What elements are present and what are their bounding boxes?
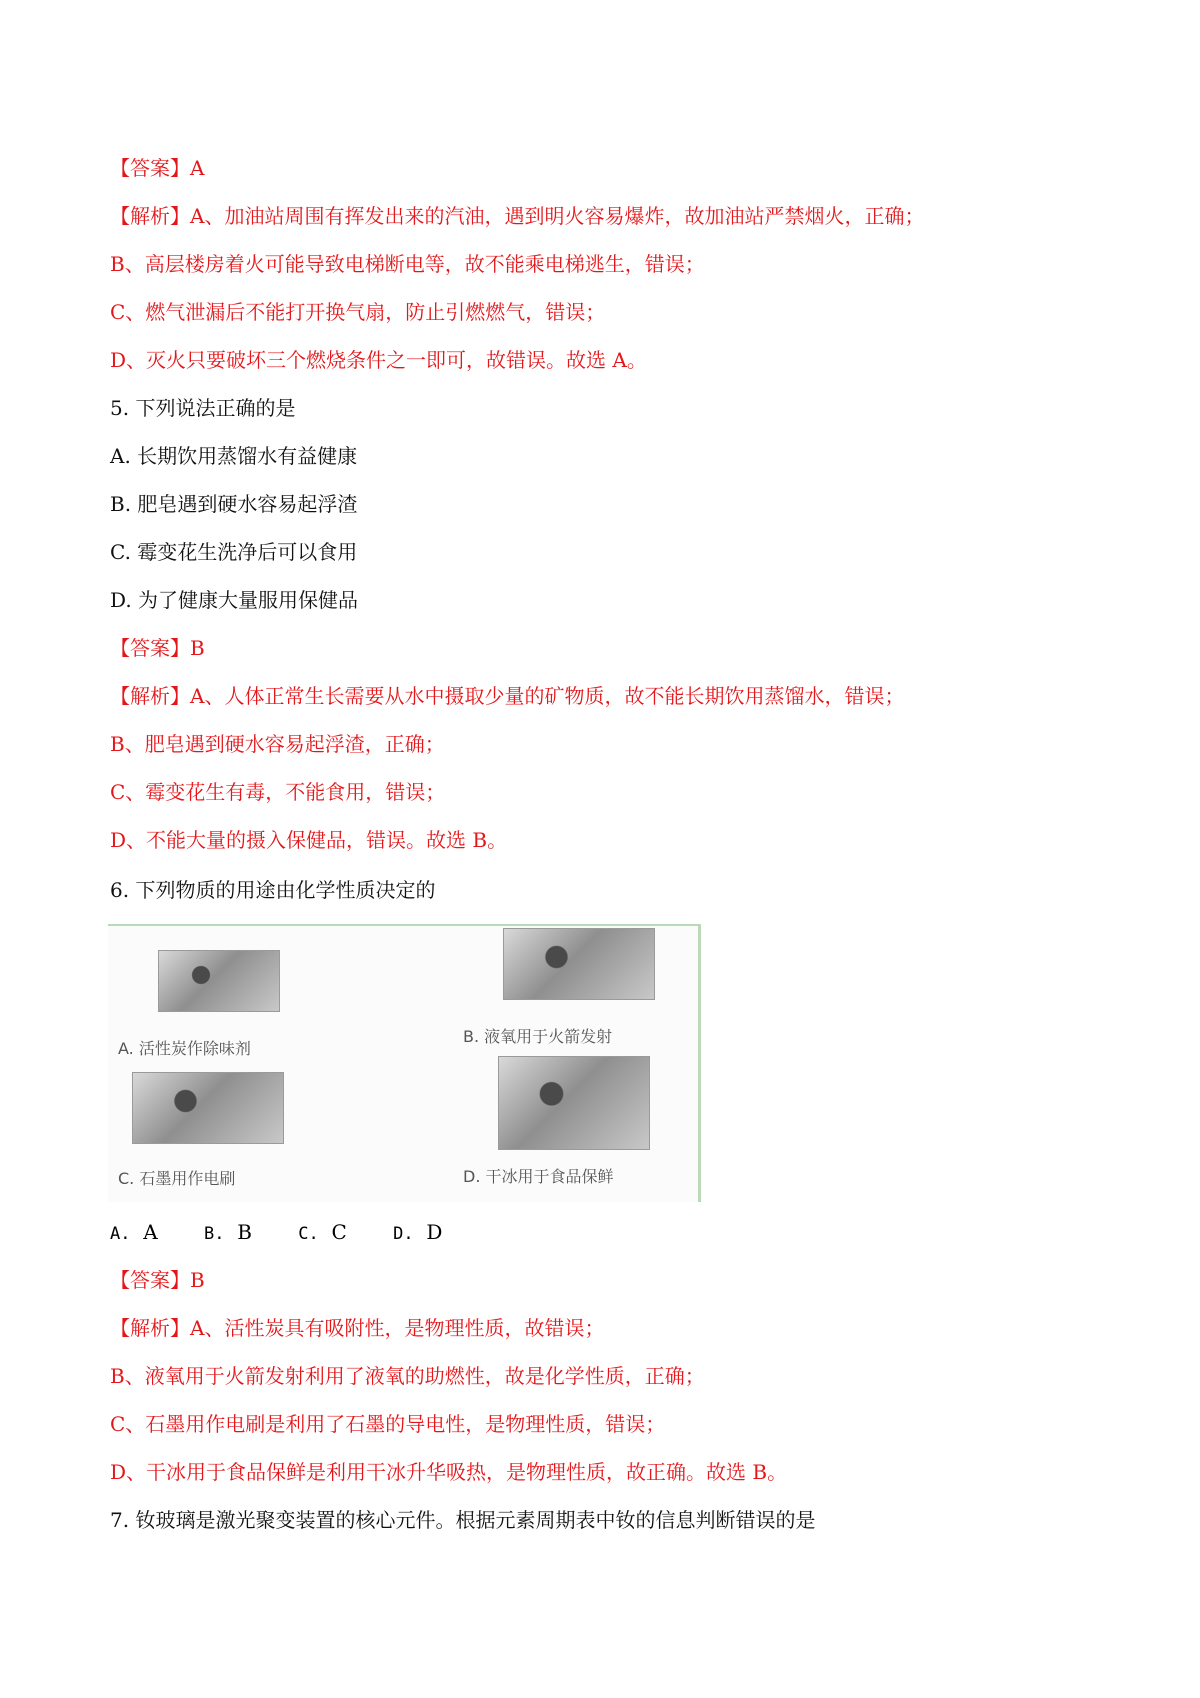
- answer-5: 【答案】B: [110, 636, 205, 660]
- question-5-option-d: D. 为了健康大量服用保健品: [110, 588, 359, 612]
- analysis-6-b: B、液氧用于火箭发射利用了液氧的助燃性，故是化学性质，正确；: [110, 1364, 705, 1388]
- question-7: 7. 钕玻璃是激光聚变装置的核心元件。根据元素周期表中钕的信息判断错误的是: [110, 1508, 816, 1532]
- caption-d: D. 干冰用于食品保鲜: [463, 1167, 614, 1186]
- question-6: 6. 下列物质的用途由化学性质决定的: [110, 878, 436, 902]
- question-6-options: [110, 1218, 482, 1248]
- caption-a: A. 活性炭作除味剂: [118, 1039, 251, 1058]
- analysis-4-c: C、燃气泄漏后不能打开换气扇，防止引燃燃气，错误；: [110, 300, 606, 324]
- analysis-4-d: D、灭火只要破坏三个燃烧条件之一即可，故错误。故选 A。: [110, 348, 647, 372]
- question-6-figure: [108, 924, 701, 1202]
- analysis-6-d: D、干冰用于食品保鲜是利用干冰升华吸热，是物理性质，故正确。故选 B。: [110, 1460, 788, 1484]
- answer-6: 【答案】B: [110, 1268, 205, 1292]
- option-a: A. A: [110, 1220, 158, 1244]
- analysis-4-a: 【解析】A、加油站周围有挥发出来的汽油，遇到明火容易爆炸，故加油站严禁烟火，正确；: [110, 204, 925, 228]
- activated-carbon-photo: [158, 950, 280, 1012]
- dry-ice-photo: [498, 1056, 650, 1150]
- analysis-5-b: B、肥皂遇到硬水容易起浮渣，正确；: [110, 732, 445, 756]
- analysis-6-a: 【解析】A、活性炭具有吸附性，是物理性质，故错误；: [110, 1316, 605, 1340]
- caption-b: B. 液氧用于火箭发射: [463, 1027, 613, 1046]
- question-5-option-b: B. 肥皂遇到硬水容易起浮渣: [110, 492, 358, 516]
- analysis-6-c: C、石墨用作电刷是利用了石墨的导电性，是物理性质，错误；: [110, 1412, 666, 1436]
- option-c: C. C: [298, 1220, 347, 1244]
- question-5-option-a: A. 长期饮用蒸馏水有益健康: [110, 444, 358, 468]
- caption-c: C. 石墨用作电刷: [118, 1169, 236, 1188]
- analysis-5-a: 【解析】A、人体正常生长需要从水中摄取少量的矿物质，故不能长期饮用蒸馏水，错误；: [110, 684, 905, 708]
- option-b: B. B: [204, 1220, 252, 1244]
- graphite-brush-photo: [132, 1072, 284, 1144]
- option-d: D. D: [393, 1220, 443, 1244]
- question-5: 5. 下列说法正确的是: [110, 396, 296, 420]
- question-5-option-c: C. 霉变花生洗净后可以食用: [110, 540, 358, 564]
- analysis-5-d: D、不能大量的摄入保健品，错误。故选 B。: [110, 828, 508, 852]
- analysis-5-c: C、霉变花生有毒，不能食用，错误；: [110, 780, 446, 804]
- rocket-launch-photo: [503, 928, 655, 1000]
- analysis-4-b: B、高层楼房着火可能导致电梯断电等，故不能乘电梯逃生，错误；: [110, 252, 705, 276]
- answer-4: 【答案】A: [110, 156, 205, 180]
